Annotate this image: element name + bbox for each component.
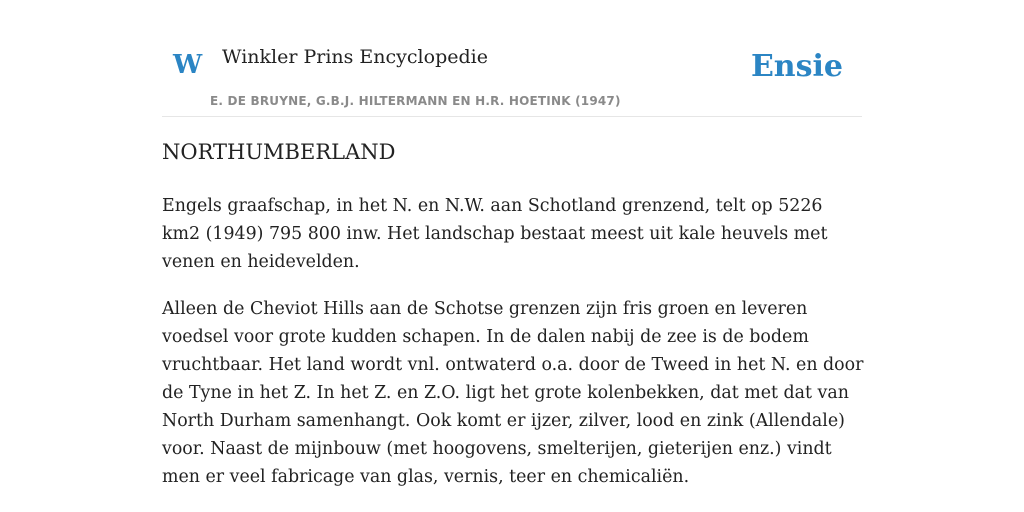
article-title: NORTHUMBERLAND (162, 140, 396, 164)
brand-logo[interactable]: Ensie (750, 49, 843, 84)
article-paragraph: Engels graafschap, in het N. en N.W. aan Schotland grenzend, telt op 5226 km2 (1949) 795 800 inw. Het landschap bestaat meest uit kale heuvels met venen en heidevelden. (162, 196, 828, 272)
source-logo: W (173, 50, 203, 80)
article-paragraph: Alleen de Cheviot Hills aan de Schotse grenzen zijn fris groen en leveren voedsel voor grote kudden schapen. In de dalen nabij de zee is de bodem vruchtbaar. Het land wordt vnl. ontwaterd o.a. door de Tweed in het N. en door de Tyne in het Z. In het Z. en Z.O. ligt het grote kolenbekken, dat met dat van North Durham samenhangt. Ook komt er ijzer, zilver, lood en zink (Allendale) voor. Naast de mijnbouw (met hoogovens, smelterijen, gieterijen enz.) vindt men er veel fabricage van glas, vernis, teer en chemicaliën. (162, 299, 864, 487)
source-authors: E. DE BRUYNE, G.B.J. HILTERMANN EN H.R. HOETINK (1947) (210, 94, 621, 108)
source-title[interactable]: Winkler Prins Encyclopedie (222, 46, 488, 68)
article-body (162, 192, 864, 510)
source-header (162, 0, 862, 117)
